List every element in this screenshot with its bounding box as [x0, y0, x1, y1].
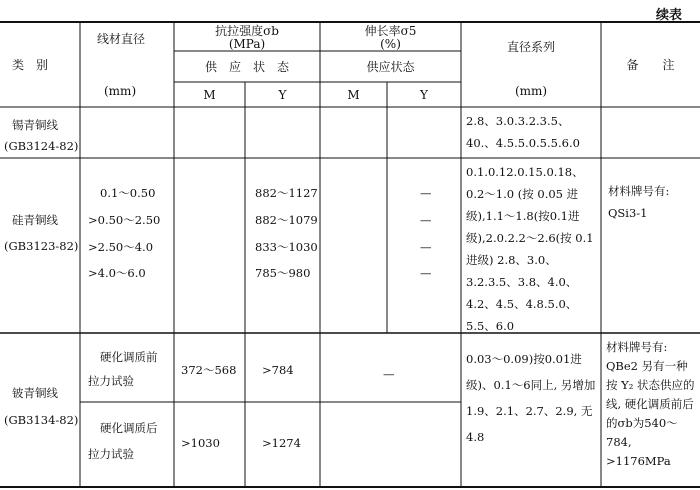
header-elongation-unit: (%) [380, 37, 401, 51]
silicon-elong-y-1: — [420, 186, 432, 200]
tin-std: (GB3124-82) [4, 139, 79, 153]
silicon-elong-y-4: — [420, 266, 432, 280]
table-caption: 续表 [655, 8, 682, 23]
header-diameter-unit: (mm) [104, 84, 137, 98]
header-tensile: 抗拉强度σb [215, 24, 279, 38]
header-elongation: 伸长率σ5 [364, 24, 417, 38]
silicon-diameter-2: >0.50～2.50 [88, 213, 161, 227]
silicon-diameter-3: >2.50～4.0 [88, 240, 154, 254]
header-supply-state-a: 供 应 状 态 [204, 60, 289, 74]
header-m2: M [347, 88, 360, 102]
header-series-unit: (mm) [514, 84, 548, 98]
header-y1: Y [278, 88, 287, 102]
silicon-series: 0.1.0.12.0.15.0.18、0.2～1.0 (按 0.05 进级),1.1～1.8(按0.1进级),2.0.2.2～2.6(按 0.1进级) 2.8、3.0、3.2.3.5、3.8、4.0、4.2、4.5、4.8.5.0、5.5、6.0 [466, 165, 594, 333]
silicon-tensile-y-2: 882～1079 [255, 213, 318, 227]
header-tensile-unit: (MPa) [228, 37, 266, 51]
beryllium-row1-y: >784 [262, 363, 294, 377]
header-remark: 备 注 [626, 58, 675, 72]
header-category: 类 别 [12, 58, 49, 72]
beryllium-remark: 材料牌号有: QBe2 另有一种按 Y₂ 状态供应的线, 硬化调质前后的σb为540～784, >1176MPa [606, 340, 695, 468]
silicon-tensile-y-4: 785～980 [255, 266, 311, 280]
silicon-elong-y-2: — [420, 213, 432, 227]
tin-name: 锡青铜线 [12, 118, 58, 132]
beryllium-row2-label-a: 硬化调质后 [100, 421, 158, 435]
beryllium-elong: — [383, 367, 395, 381]
silicon-elong-y-3: — [420, 240, 432, 254]
silicon-tensile-y-1: 882～1127 [255, 186, 318, 200]
silicon-diameter-4: >4.0～6.0 [88, 266, 146, 280]
silicon-remark: 材料牌号有: QSi3-1 [608, 184, 670, 220]
beryllium-row1-label-a: 硬化调质前 [100, 350, 158, 364]
beryllium-row2-label-b: 拉力试验 [88, 447, 134, 461]
tin-series: 2.8、3.0.3.2.3.5、40.、4.5.5.0.5.5.6.0 [466, 114, 580, 150]
silicon-diameter-1: 0.1～0.50 [100, 186, 156, 200]
silicon-tensile-y-3: 833～1030 [255, 240, 318, 254]
beryllium-name: 铍青铜线 [12, 386, 58, 400]
header-series: 直径系列 [506, 40, 555, 54]
silicon-name: 硅青铜线 [12, 213, 58, 227]
beryllium-row2-m: >1030 [181, 436, 220, 450]
silicon-std: (GB3123-82) [4, 239, 79, 253]
header-diameter: 线材直径 [97, 32, 146, 46]
beryllium-series: 0.03～0.09)按0.01进级)、0.1～6同上, 另增加1.9、2.1、2.7、2.9, 无4.8 [466, 352, 596, 444]
beryllium-row1-m: 372～568 [181, 363, 237, 377]
beryllium-row1-label-b: 拉力试验 [88, 374, 134, 388]
header-y2: Y [420, 88, 428, 102]
beryllium-std: (GB3134-82) [4, 413, 79, 427]
header-m1: M [203, 88, 216, 102]
header-supply-state-b: 供应状态 [366, 60, 415, 74]
beryllium-row2-y: >1274 [262, 436, 301, 450]
